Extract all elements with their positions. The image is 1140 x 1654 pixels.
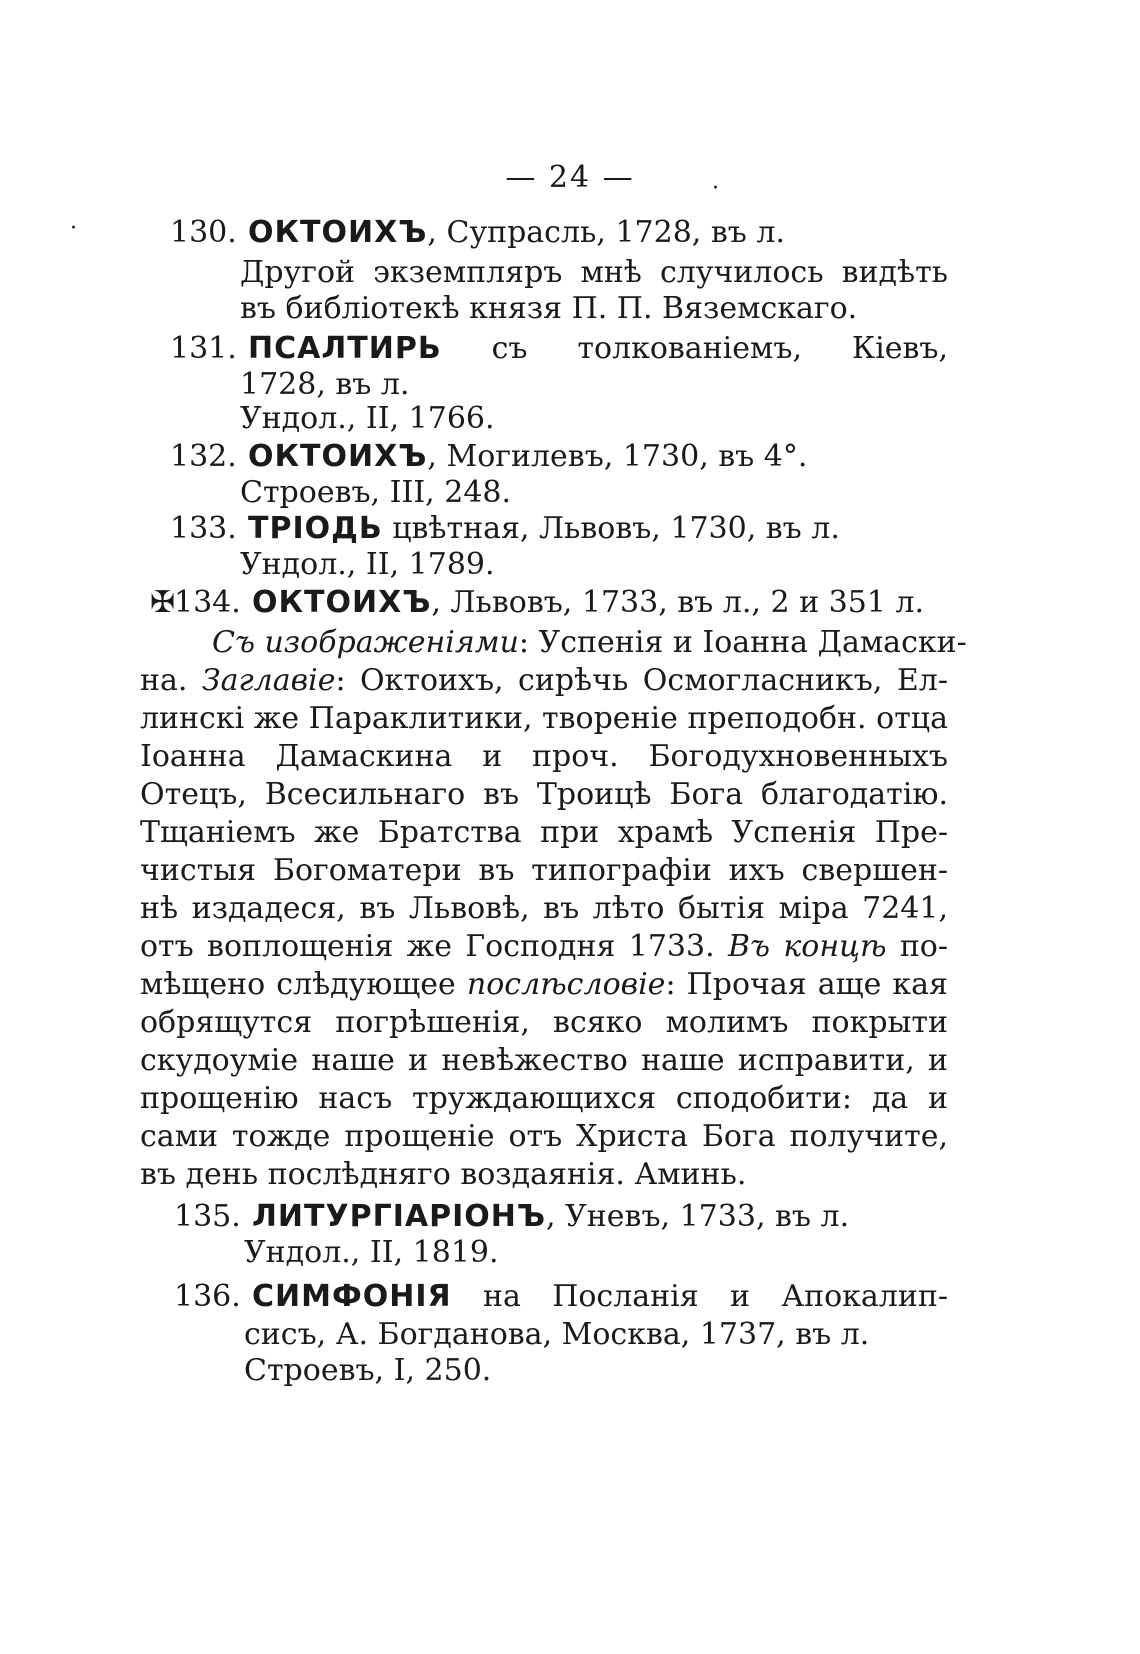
entry-136-details: сисъ, А. Богданова, Москва, 1737, въ л. bbox=[244, 1317, 870, 1352]
text-run: мѣщено слѣдующее bbox=[140, 967, 456, 1002]
entry-133-note: Ундол., II, 1789. bbox=[240, 547, 495, 582]
text-run: : Прочая аще кая bbox=[665, 967, 948, 1002]
entry-134-para-line: Отецъ, Всесильнаго въ Троицѣ Бога благодатію. bbox=[140, 777, 948, 812]
entry-134-para-line: линскі же Параклитики, твореніе преподобн. отца bbox=[140, 701, 948, 736]
entry-details: , Могилевъ, 1730, въ 4°. bbox=[427, 439, 808, 474]
entry-number: 131. bbox=[170, 331, 237, 366]
entry-134-para-line bbox=[212, 624, 967, 662]
entry-number: 130. bbox=[170, 215, 237, 250]
entry-number: 133. bbox=[170, 511, 237, 546]
entry-134-heading bbox=[150, 584, 925, 622]
entry-130-note: въ библіотекѣ князя П. П. Вяземскаго. bbox=[240, 291, 858, 326]
entry-title: ОКТОИХЪ bbox=[248, 439, 428, 474]
text-run: по- bbox=[899, 929, 949, 964]
entry-details: , Львовъ, 1733, въ л., 2 и 351 л. bbox=[431, 585, 925, 620]
entry-133-heading bbox=[170, 510, 840, 548]
cross-mark-icon: ✠ bbox=[150, 585, 176, 620]
page-number: — 24 — bbox=[505, 160, 635, 195]
entry-130-note: Другой экземпляръ мнѣ случилось видѣть bbox=[240, 255, 948, 290]
text-run: на. bbox=[140, 663, 188, 698]
entry-title: ОКТОИХЪ bbox=[248, 215, 428, 250]
entry-134-para-line: прощенію насъ труждающихся сподобити: да и bbox=[140, 1081, 948, 1116]
text-run: : Успенія и Іоанна Дамаски- bbox=[518, 625, 967, 660]
entry-details: , Уневъ, 1733, въ л. bbox=[546, 1199, 850, 1234]
italic-term: Съ изображеніями bbox=[212, 625, 519, 660]
entry-134-para-line: Тщаніемъ же Братства при храмѣ Успенія Пре- bbox=[140, 815, 948, 850]
entry-134-para-line: обрящутся погрѣшенія, всяко молимъ покрыти bbox=[140, 1005, 948, 1040]
entry-134-para-line: скудоуміе наше и невѣжество наше исправити, и bbox=[140, 1043, 948, 1078]
entry-135-note: Ундол., II, 1819. bbox=[244, 1235, 499, 1270]
entry-number: 135. bbox=[174, 1199, 241, 1234]
entry-134-para-line bbox=[140, 966, 948, 1004]
italic-term: Въ концѣ bbox=[727, 929, 887, 964]
speck-mark: · bbox=[70, 216, 77, 241]
italic-term: послѣсловіе bbox=[466, 967, 666, 1002]
entry-number: 132. bbox=[170, 439, 237, 474]
entry-132-heading bbox=[170, 438, 807, 476]
entry-details: съ толкованіемъ, Кіевъ, bbox=[491, 331, 948, 366]
entry-134-para-line: нѣ издадеся, въ Львовѣ, въ лѣто бытія міра 7241, bbox=[140, 891, 948, 926]
entry-number: 134. bbox=[174, 585, 241, 620]
italic-term: Заглавіе bbox=[201, 663, 336, 698]
entry-134-para-line bbox=[140, 662, 948, 700]
entry-136-heading bbox=[174, 1278, 948, 1316]
entry-title: СИМФОНІЯ bbox=[252, 1279, 452, 1314]
entry-136-note: Строевъ, I, 250. bbox=[244, 1353, 492, 1388]
entry-title: ОКТОИХЪ bbox=[252, 585, 432, 620]
entry-131-note: Ундол., II, 1766. bbox=[240, 401, 495, 436]
entry-title: ЛИТУРГІАРІОНЪ bbox=[252, 1199, 547, 1234]
entry-134-para-line: сами тожде прощеніе отъ Христа Бога получите, bbox=[140, 1119, 948, 1154]
entry-134-para-line: чистыя Богоматери въ типографіи ихъ свершен- bbox=[140, 853, 948, 888]
text-run: отъ воплощенія же Господня 1733. bbox=[140, 929, 715, 964]
entry-132-note: Строевъ, III, 248. bbox=[240, 475, 512, 510]
speck-mark: · bbox=[712, 176, 719, 201]
entry-134-para-line: въ день послѣдняго воздаянія. Аминь. bbox=[140, 1157, 747, 1192]
entry-details: , Супрасль, 1728, въ л. bbox=[427, 215, 785, 250]
entry-number: 136. bbox=[174, 1279, 241, 1314]
entry-title: ПСАЛТИРЬ bbox=[248, 331, 442, 366]
entry-title: ТРІОДЬ bbox=[248, 511, 383, 546]
entry-134-para-line: Іоанна Дамаскина и проч. Богодухновенныхъ bbox=[140, 739, 948, 774]
entry-131-heading bbox=[170, 330, 948, 368]
entry-135-heading bbox=[174, 1198, 849, 1236]
entry-details: на Посланія и Апокалип- bbox=[482, 1279, 948, 1314]
entry-134-para-line bbox=[140, 928, 948, 966]
text-run: : Октоихъ, сирѣчь Осмогласникъ, Ел- bbox=[335, 663, 948, 698]
entry-130-heading bbox=[170, 214, 785, 252]
entry-details: цвѣтная, Львовъ, 1730, въ л. bbox=[392, 511, 840, 546]
entry-131-details: 1728, въ л. bbox=[240, 367, 410, 402]
